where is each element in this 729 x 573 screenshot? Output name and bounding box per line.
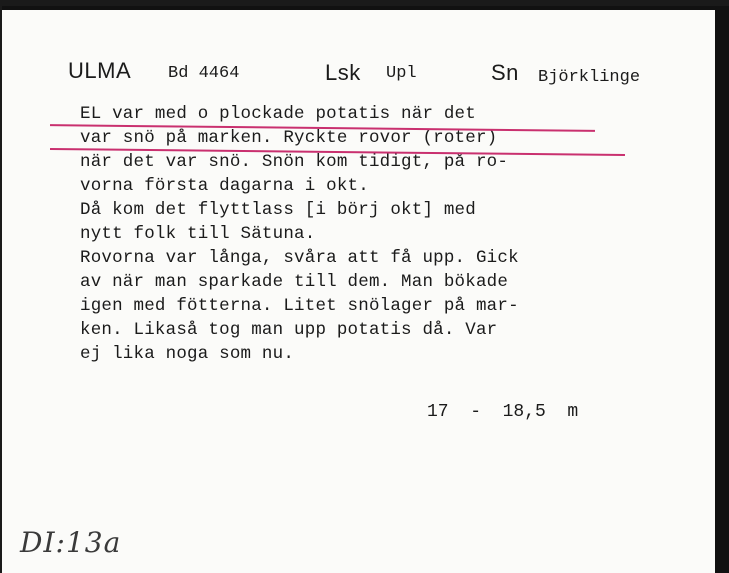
text-line: Rovorna var långa, svåra att få upp. Gick [80,248,519,268]
text-line: när det var snö. Snön kom tidigt, på ro- [80,152,509,172]
text-line: vorna första dagarna i okt. [80,176,369,196]
text-line: ej lika noga som nu. [80,344,295,364]
text-line: var snö på marken. Ryckte rovor (roter) [80,128,498,148]
province-value: Upl [386,64,417,83]
parish-label: Sn [491,60,519,85]
card-body-text [80,102,680,366]
text-line: av när man sparkade till dem. Man bökade [80,272,509,292]
measurement-value: 17 - 18,5 m [427,402,579,422]
parish-value: Björklinge [538,68,641,87]
volume-number: Bd 4464 [168,64,240,83]
text-line: nytt folk till Sätuna. [80,224,316,244]
scan-border-top [2,6,729,10]
text-line: ken. Likaså tog man upp potatis då. Var [80,320,498,340]
card-header [68,58,708,98]
scan-border-right [715,6,729,573]
handwritten-archive-code: DI:13a [20,526,122,559]
text-line: EL var med o plockade potatis när det [80,104,476,124]
text-line: igen med fötterna. Litet snölager på mar- [80,296,519,316]
archive-card [2,6,729,573]
archive-name: ULMA [68,58,132,83]
text-line: Då kom det flyttlass [i börj okt] med [80,200,476,220]
province-label: Lsk [325,60,361,85]
